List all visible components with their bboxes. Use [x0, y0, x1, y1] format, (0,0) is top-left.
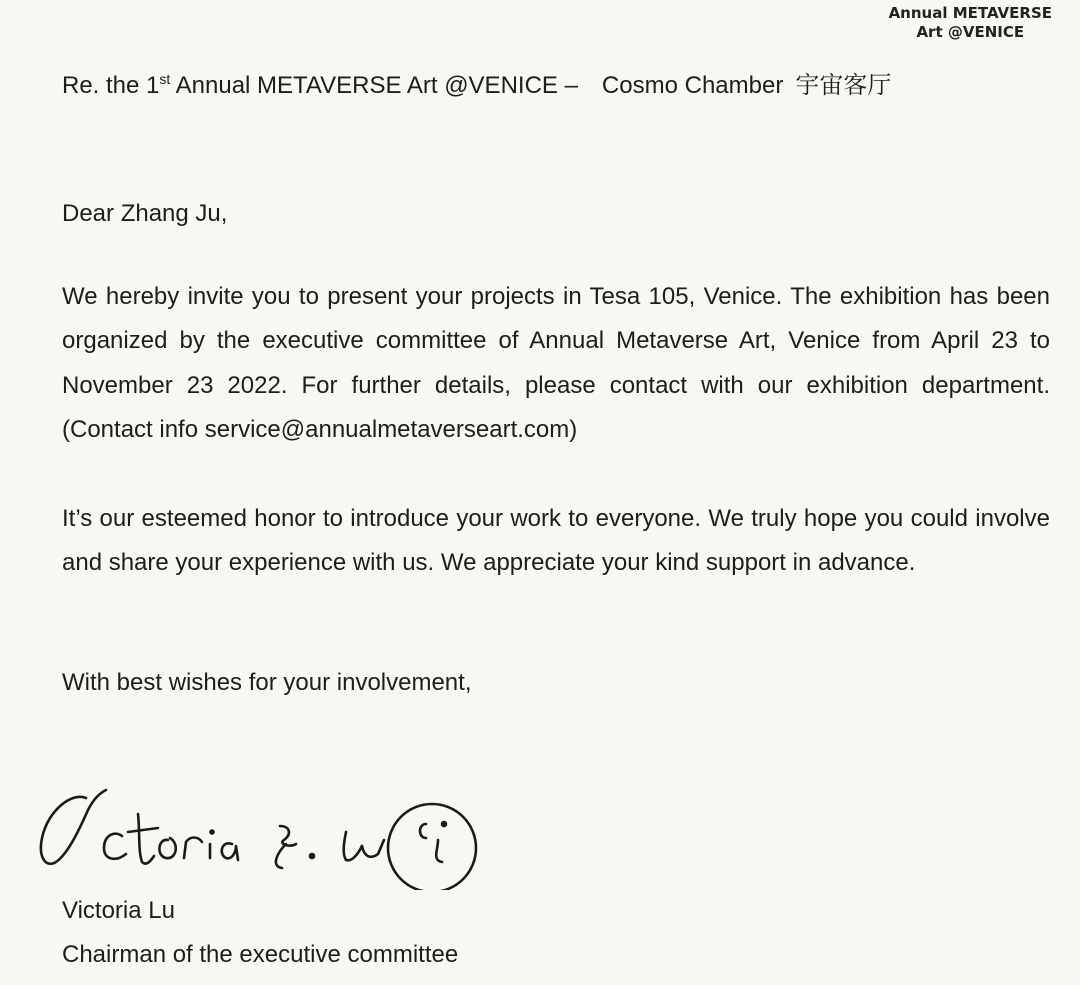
organization-header-line1: Annual METAVERSE: [888, 4, 1052, 22]
body-paragraph-2: It’s our esteemed honor to introduce your work to everyone. We truly hope you could involve and share your experience with us. We appreciate your kind support in advance.: [62, 505, 1050, 577]
salutation: Dear Zhang Ju,: [62, 200, 228, 227]
subject-title: Annual METAVERSE Art @VENICE –: [170, 72, 578, 99]
subject-prefix: Re. the 1: [62, 72, 160, 99]
organization-header-line2: Art @VENICE: [916, 23, 1025, 41]
subject-chamber: Cosmo Chamber: [601, 72, 784, 99]
body-paragraph-1: We hereby invite you to present your projects in Tesa 105, Venice. The exhibition has been organized by the executive committee of Annual Metaverse Art, Venice from April 23 to November 23 2022. For further details, please contact with our exhibition department. (Contact info service@annualmetaverseart.com): [62, 283, 1050, 443]
subject-chinese: 宇宙客厅: [795, 71, 892, 99]
organization-header: [889, 4, 1052, 42]
closing-line: With best wishes for your involvement,: [62, 669, 472, 696]
signer-name: Victoria Lu: [62, 897, 175, 924]
handwritten-signature: [34, 770, 494, 890]
subject-line: [62, 68, 891, 103]
signer-title: Chairman of the executive committee: [62, 941, 459, 968]
subject-superscript: st: [159, 71, 171, 87]
